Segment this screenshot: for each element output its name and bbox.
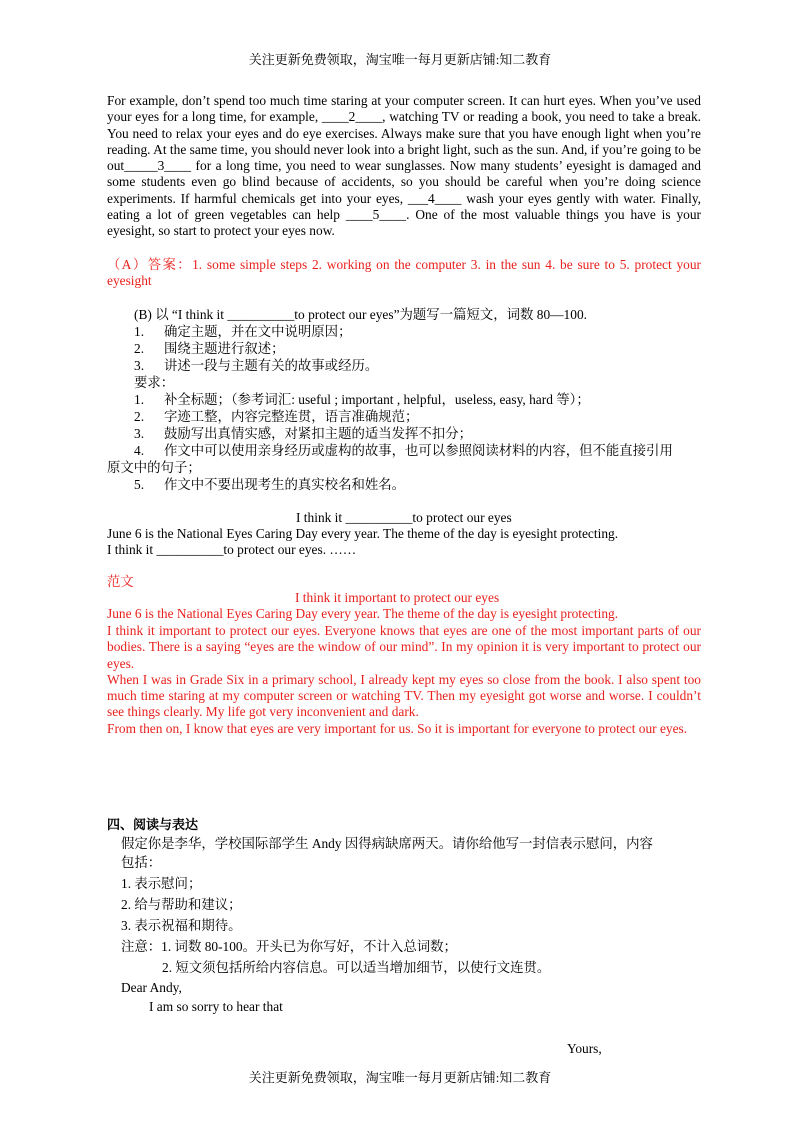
sample-label: 范文 <box>107 574 134 589</box>
requirement-item: 2. 字迹工整，内容完整连贯，语言准确规范； <box>134 409 419 424</box>
sample-line: June 6 is the National Eyes Caring Day every year. The theme of the day is eyesight protecting. <box>107 606 619 621</box>
letter-closing: Yours, <box>567 1041 602 1056</box>
section-note: 注意：1. 词数 80-100。开头已为你写好，不计入总词数； <box>121 939 457 954</box>
section-heading: 四、阅读与表达 <box>107 818 199 833</box>
section-note: 2. 短文须包括所给内容信息。可以适当增加细节，以使行文连贯。 <box>162 960 551 975</box>
blank-5: ____5____ <box>345 207 407 223</box>
requirement-item: 5. 作文中不要出现考生的真实校名和姓名。 <box>134 477 406 492</box>
passage-text: For example, don’t spend too much time staring at your computer screen. It can hurt eyes. When you’ve used your eyes for a long time, for example, <box>107 93 701 125</box>
reading-passage <box>107 93 701 240</box>
task-b-item: 3. 讲述一段与主题有关的故事或经历。 <box>134 358 379 373</box>
blank-4: ___4____ <box>407 190 462 206</box>
section-intro: 假定你是李华，学校国际部学生 Andy 因得病缺席两天。请你给他写一封信表示慰问，内容 <box>121 836 653 851</box>
passage-text: wash your eyes gently with water. Finally, eating a lot of green vegetables can help <box>107 190 701 223</box>
passage-text: for a long time, you need to wear sunglasses. Now many students’ eyesight is damaged and some students even go blind because of accidents, so you should be careful when you’re doing science experiments. If harmful chemicals get into your eyes, <box>107 158 701 206</box>
passage-text: . One of the most valuable things you have is your eyesight, so start to protect your eyes now. <box>107 207 702 239</box>
requirements-label: 要求： <box>134 375 175 390</box>
letter-salutation: Dear Andy, <box>121 980 182 995</box>
task-b-item: 1. 确定主题，并在文中说明原因； <box>134 324 352 339</box>
essay-line: June 6 is the National Eyes Caring Day every year. The theme of the day is eyesight protecting. <box>107 526 619 541</box>
passage-text: , watching TV or reading a book, you need to take a break. You need to relax your eyes and do eye exercises. Always make sure that you have enough light when you’re reading. At the same time, you should never look into a bright light, such as the sun. And, if you’re going to be out <box>107 109 701 174</box>
answer-a-text: （A）答案：1. some simple steps 2. working on the computer 3. in the sun 4. be sure to 5. protect your eyesight <box>107 257 701 289</box>
task-b-item: 2. 围绕主题进行叙述； <box>134 341 285 356</box>
letter-opening: I am so sorry to hear that <box>149 999 283 1014</box>
section-point: 3. 表示祝福和期待。 <box>121 918 242 933</box>
page-footer: 关注更新免费领取，淘宝唯一每月更新店铺:知二教育 <box>248 1070 552 1085</box>
blank-3: _____3____ <box>124 158 192 174</box>
task-b-title: (B) 以 “I think it __________to protect our eyes”为题写一篇短文，词数 80—100. <box>134 307 587 322</box>
blank-2: ____2____ <box>321 109 383 125</box>
section-point: 2. 给与帮助和建议； <box>121 897 242 912</box>
sample-paragraph: I think it important to protect our eyes. Everyone knows that eyes are one of the most important parts of our bodies. There is a saying “eyes are the window of our mind”. In my opinion it is very important to protect our eyes. When I was in Grade Six in a primary school, I already kept my eyes so close from the book. I also spent too much time staring at my computer screen or watching TV. Then my eyesight got worse and worse. I couldn’t see things clearly. My life got very inconvenient and dark. From then on, I know that eyes are very important for us. So it is important for everyone to protect our eyes. <box>107 623 701 736</box>
requirement-item: 1. 补全标题；（参考词汇: useful ; important , helpful，useless, easy, hard 等）； <box>134 392 590 407</box>
requirement-item: 4. 作文中可以使用亲身经历或虚构的故事，也可以参照阅读材料的内容，但不能直接引用 <box>134 443 673 458</box>
section-point: 1. 表示慰问； <box>121 876 202 891</box>
section-intro: 包括： <box>121 855 162 870</box>
requirement-item: 3. 鼓励写出真情实感，对紧扣主题的适当发挥不扣分； <box>134 426 472 441</box>
essay-line: I think it __________to protect our eyes. …… <box>107 542 357 557</box>
sample-title: I think it important to protect our eyes <box>295 590 500 605</box>
page-header: 关注更新免费领取，淘宝唯一每月更新店铺:知二教育 <box>248 52 552 67</box>
requirement-item-cont: 原文中的句子； <box>107 460 201 475</box>
essay-title: I think it __________to protect our eyes <box>296 510 512 525</box>
answer-a <box>107 257 701 290</box>
